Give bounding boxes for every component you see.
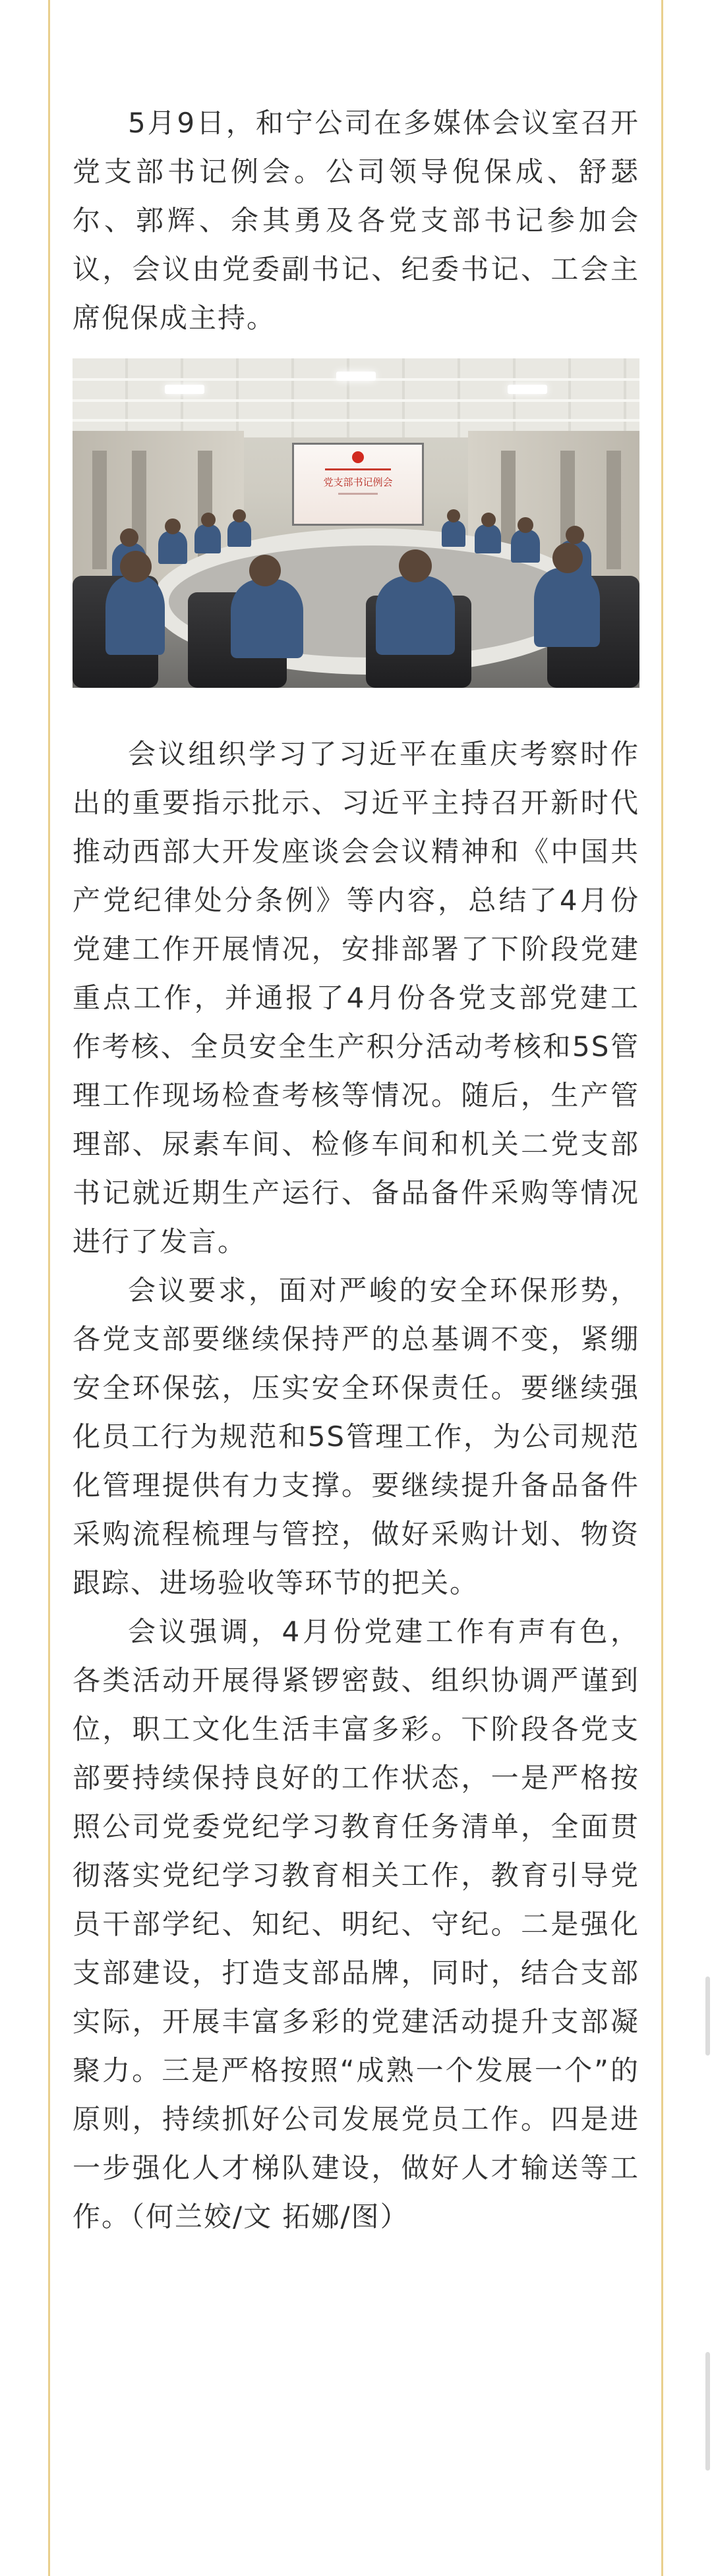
ceiling: [73, 358, 639, 437]
right-border-line: [661, 0, 663, 2576]
paragraph-study: 会议组织学习了习近平在重庆考察时作出的重要指示批示、习近平主持召开新时代推动西部大开发座谈会会议精神和《中国共产党纪律处分条例》等内容，总结了4月份党建工作开展情况，安排部署了下阶段党建重点工作，并通报了4月份各党支部党建工作考核、全员安全生产积分活动考核和5S管理工作现场检查考核等情况。随后，生产管理部、尿素车间、检修车间和机关二党支部书记就近期生产运行、备品备件采购等情况进行了发言。: [73, 738, 639, 1258]
paragraph-emphasis: 会议强调，4月份党建工作有声有色，各类活动开展得紧锣密鼓、组织协调严谨到位，职工文化生活丰富多彩。下阶段各党支部要持续保持良好的工作状态，一是严格按照公司党委党纪学习教育任务清单，全面贯彻落实党纪学习教育相关工作，教育引导党员干部学纪、知纪、明纪、守纪。二是强化支部建设，打造支部品牌，同时，结合支部实际，开展丰富多彩的党建活动提升支部凝聚力。三是严格按照“成熟一个发展一个”的原则，持续抓好公司发展党员工作。四是进一步强化人才梯队建设，做好人才输送等工作。（何兰姣/文 拓娜/图）: [73, 1615, 639, 2233]
scrollbar-thumb[interactable]: [705, 1976, 710, 2056]
article-body: [73, 99, 639, 2241]
paragraph-intro: 5月9日，和宁公司在多媒体会议室召开党支部书记例会。公司领导倪保成、舒瑟尔、郭辉、余其勇及各党支部书记参加会议，会议由党委副书记、纪委书记、工会主席倪保成主持。: [73, 107, 639, 334]
meeting-screen: [292, 443, 424, 526]
party-emblem-icon: [352, 451, 364, 463]
scrollbar-thumb-lower[interactable]: [705, 2352, 710, 2471]
paragraph-requirements: 会议要求，面对严峻的安全环保形势，各党支部要继续保持严的总基调不变，紧绷安全环保弦，压实安全环保责任。要继续强化员工行为规范和5S管理工作，为公司规范化管理提供有力支撑。要继续提升备品备件采购流程梳理与管控，做好采购计划、物资跟踪、进场验收等环节的把关。: [73, 1274, 639, 1599]
screen-title: 党支部书记例会: [323, 476, 393, 488]
meeting-photo: [73, 358, 639, 688]
left-border-line: [48, 0, 50, 2576]
